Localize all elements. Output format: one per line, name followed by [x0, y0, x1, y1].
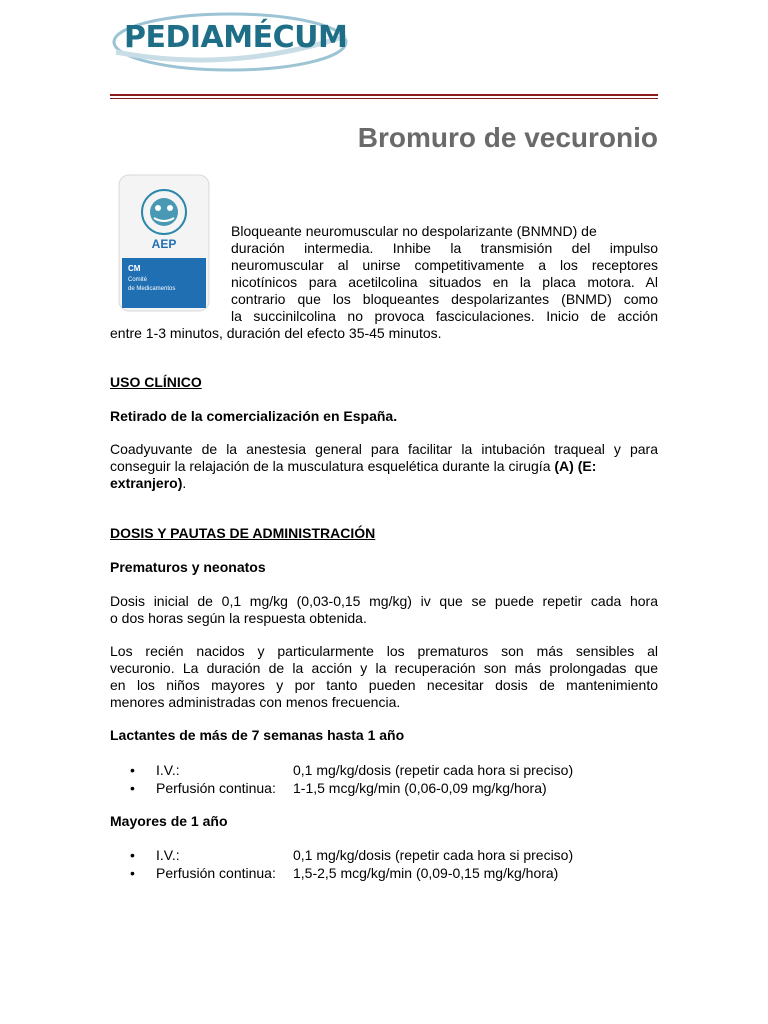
subheading-neonatos: Prematuros y neonatos	[110, 559, 266, 575]
uso-end: .	[182, 475, 187, 491]
intro-line: entre 1-3 minutos, duración del efecto 35-45 minutos.	[110, 325, 442, 341]
intro-line: duración intermedia. Inhibe la transmisión del impulso	[231, 240, 658, 256]
subheading-lactantes: Lactantes de más de 7 semanas hasta 1 año	[110, 727, 405, 743]
neo-paragraph-line: Los recién nacidos y particularmente los prematuros son más sensibles al	[110, 643, 658, 659]
evidence-grade-note: extranjero)	[110, 475, 183, 491]
intro-line: Bloqueante neuromuscular no despolarizante (BNMND) de	[231, 223, 597, 239]
withdrawn-notice: Retirado de la comercialización en España.	[110, 408, 398, 424]
dose-value: 0,1 mg/kg/dosis (repetir cada hora si preciso)	[293, 762, 574, 778]
dose-route: I.V.:	[156, 847, 180, 863]
badge-code: CM	[128, 264, 141, 273]
badge-acronym: AEP	[151, 237, 177, 251]
page-title: Bromuro de vecuronio	[357, 122, 658, 153]
intro-line: nicotínicos para acetilcolina situados en la placa motora. Al	[231, 274, 658, 290]
aep-badge	[118, 174, 210, 312]
badge-line2: de Medicamentos	[128, 286, 176, 292]
dose-route: I.V.:	[156, 762, 180, 778]
header-rule	[110, 94, 658, 96]
dose-route: Perfusión continua:	[156, 780, 276, 796]
header-rule-thin	[110, 98, 658, 99]
aep-logo-icon	[118, 174, 210, 312]
dose-route: Perfusión continua:	[156, 865, 276, 881]
dose-value: 1-1,5 mcg/kg/min (0,06-0,09 mg/kg/hora)	[293, 780, 547, 796]
uso-paragraph-line: Coadyuvante de la anestesia general para facilitar la intubación traqueal y para	[110, 441, 658, 457]
bullet-icon: •	[130, 865, 135, 881]
neo-paragraph-line: vecuronio. La duración de la acción y la recuperación son más prolongadas que	[110, 660, 658, 676]
neo-paragraph-line: en los niños mayores y por tanto pueden necesitar dosis de mantenimiento	[110, 677, 658, 693]
badge-line1: Comité	[128, 277, 148, 283]
bullet-icon: •	[130, 780, 135, 796]
logo-text: PEDIAMÉCUM	[124, 20, 348, 55]
dose-value: 1,5-2,5 mcg/kg/min (0,09-0,15 mg/kg/hora)	[293, 865, 559, 881]
bullet-icon: •	[130, 762, 135, 778]
subheading-mayores: Mayores de 1 año	[110, 813, 228, 829]
intro-line: neuromuscular al unirse competitivamente a los receptores	[231, 257, 658, 273]
uso-text: conseguir la relajación de la musculatura esquelética durante la cirugía	[110, 458, 551, 474]
bullet-icon: •	[130, 847, 135, 863]
pediamecum-logo	[110, 8, 360, 74]
neo-paragraph-line: Dosis inicial de 0,1 mg/kg (0,03-0,15 mg/kg) iv que se puede repetir cada hora	[110, 593, 658, 609]
evidence-grade: (A) (E:	[554, 458, 597, 474]
section-heading-uso: USO CLÍNICO	[110, 374, 202, 390]
neo-paragraph-line: menores administradas con menos frecuencia.	[110, 694, 401, 710]
uso-paragraph-line	[110, 475, 658, 492]
intro-line: la succinilcolina no provoca fasciculaciones. Inicio de acción	[231, 308, 658, 324]
neo-paragraph-line: o dos horas según la respuesta obtenida.	[110, 610, 367, 626]
section-heading-dosis: DOSIS Y PAUTAS DE ADMINISTRACIÓN	[110, 525, 376, 541]
intro-line: contrario que los bloqueantes despolarizantes (BNMD) como	[231, 291, 658, 307]
uso-paragraph-line	[110, 458, 658, 475]
dose-value: 0,1 mg/kg/dosis (repetir cada hora si preciso)	[293, 847, 574, 863]
